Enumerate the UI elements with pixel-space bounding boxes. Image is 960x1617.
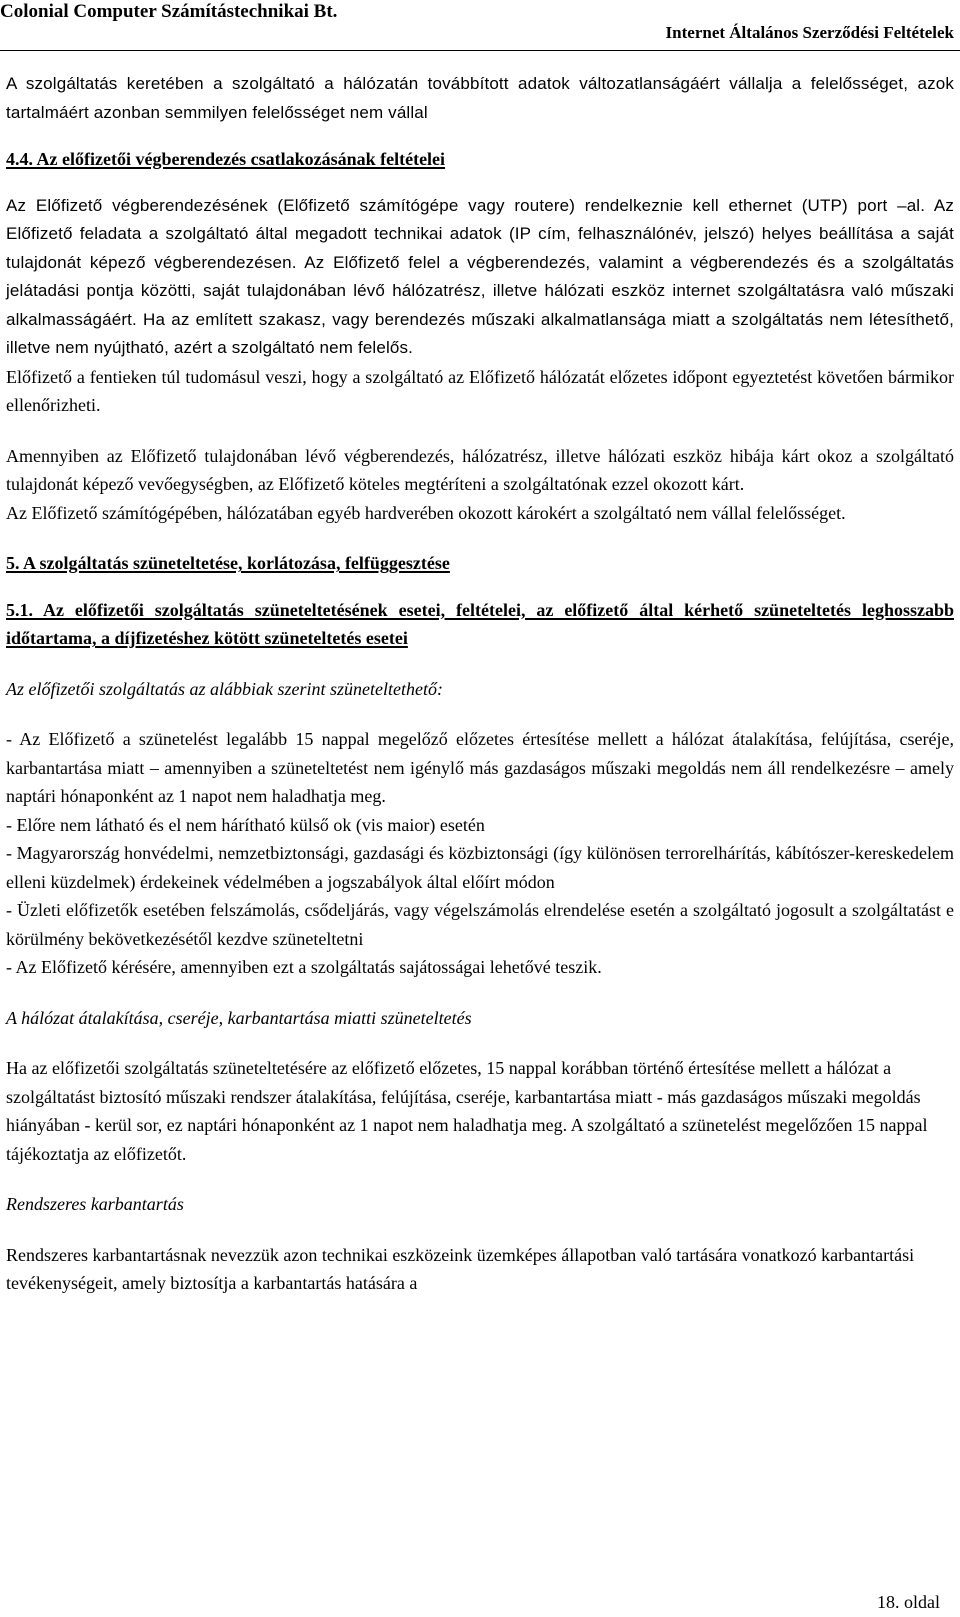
suspension-cases-subheading: Az előfizetői szolgáltatás az alábbiak szerint szüneteltethető: xyxy=(6,678,443,699)
section-4-4-heading: 4.4. Az előfizetői végberendezés csatlakozásának feltételei xyxy=(6,149,446,169)
network-maintenance-paragraph: Ha az előfizetői szolgáltatás szüneteltetésére az előfizető előzetes, 15 nappal korábban történő értesítése mellett a hálózat a szolgáltatást biztosító műszaki rendszer átalakítása, felújítása, cseréje, karbantartása miatt - más gazdaságos műszaki megoldás hiányában - kerül sor, ez naptári hónaponként az 1 napot nem haladhatja meg. A szolgáltató a szünetelést megelőzően 15 nappal tájékoztatja az előfizetőt. xyxy=(6,1058,928,1164)
list-item: - Magyarország honvédelmi, nemzetbiztonsági, gazdasági és közbiztonsági (így különösen terrorelhárítás, kábítószer-kereskedelem elleni küzdelmek) érdekeinek védelmében a jogszabályok által előírt módon xyxy=(6,843,954,892)
damage-liability-paragraph: Amennyiben az Előfizető tulajdonában lévő végberendezés, hálózatrész, illetve hálózati eszköz hibája kárt okoz a szolgáltató tulajdonát képező vevőegységben, az Előfizető köteles megtéríteni a szolgáltatónak ezzel okozott kárt. xyxy=(6,445,954,494)
page-content xyxy=(6,70,954,1298)
list-item: - Az Előfizető kérésére, amennyiben ezt a szolgáltatás sajátosságai lehetővé teszik. xyxy=(6,957,602,977)
section-4-4-inspection-paragraph: Előfizető a fentieken túl tudomásul veszi, hogy a szolgáltató az Előfizető hálózatát előzetes időpont egyeztetést követően bármikor ellenőrizheti. xyxy=(6,366,954,415)
page-header xyxy=(0,0,960,51)
section-5-heading: 5. A szolgáltatás szüneteltetése, korlátozása, felfüggesztése xyxy=(6,553,450,573)
regular-maintenance-paragraph: Rendszeres karbantartásnak nevezzük azon technikai eszközeink üzemképes állapotban való tartására vonatkozó karbantartási tevékenységeit, amely biztosítja a karbantartás hatására a xyxy=(6,1244,915,1293)
section-5-1-heading: 5.1. Az előfizetői szolgáltatás szüneteltetésének esetei, feltételei, az előfizető által kérhető szüneteltetés leghosszabb időtartama, a díjfizetéshez kötött szüneteltetés esetei xyxy=(6,599,954,648)
company-name: Colonial Computer Számítástechnikai Bt. xyxy=(0,1,338,22)
list-item: - Az Előfizető a szünetelést legalább 15 nappal megelőző előzetes értesítése mellett a hálózat átalakítása, felújítása, cseréje, karbantartása miatt – amennyiben a szüneteltetést nem igénylő más gazdaságos műszaki megoldás nem áll rendelkezésre – amely naptári hónaponként az 1 napot nem haladhatja meg. xyxy=(6,729,954,806)
intro-paragraph: A szolgáltatás keretében a szolgáltató a hálózatán továbbított adatok változatlanságáért vállalja a felelősséget, azok tartalmáért azonban semmilyen felelősséget nem vállal xyxy=(6,74,954,122)
document-title: Internet Általános Szerződési Feltételek xyxy=(665,23,954,42)
regular-maintenance-subheading: Rendszeres karbantartás xyxy=(6,1194,184,1214)
damage-disclaimer-paragraph: Az Előfizető számítógépében, hálózatában egyéb hardverében okozott károkért a szolgáltató nem vállal felelősséget. xyxy=(6,502,846,523)
list-item: - Üzleti előfizetők esetében felszámolás, csődeljárás, vagy végelszámolás elrendelése esetén a szolgáltató jogosult a szolgáltatást e körülmény bekövetkezésétől kezdve szüneteltetni xyxy=(6,900,954,949)
page-number: 18. oldal xyxy=(877,1592,940,1612)
list-item: - Előre nem látható és el nem hárítható külső ok (vis maior) esetén xyxy=(6,814,485,835)
section-4-4-paragraph: Az Előfizető végberendezésének (Előfizető számítógépe vagy routere) rendelkeznie kell ethernet (UTP) port –al. Az Előfizető feladata a szolgáltató által megadott technikai adatok (IP cím, felhasználónév, jelszó) helyes beállítása a saját tulajdonát képező végberendezésen. Az Előfizető felel a végberendezés, valamint a végberendezés és a szolgáltatás jelátadási pontja közötti, saját tulajdonában lévő hálózatrész, illetve hálózati eszköz internet szolgáltatásra való műszaki alkalmasságáért. Ha az említett szakasz, vagy berendezés műszaki alkalmatlansága miatt a szolgáltatás nem létesíthető, illetve nem nyújtható, azért a szolgáltató nem felelős. xyxy=(6,195,954,357)
network-maintenance-subheading: A hálózat átalakítása, cseréje, karbantartása miatti szüneteltetés xyxy=(6,1007,472,1028)
